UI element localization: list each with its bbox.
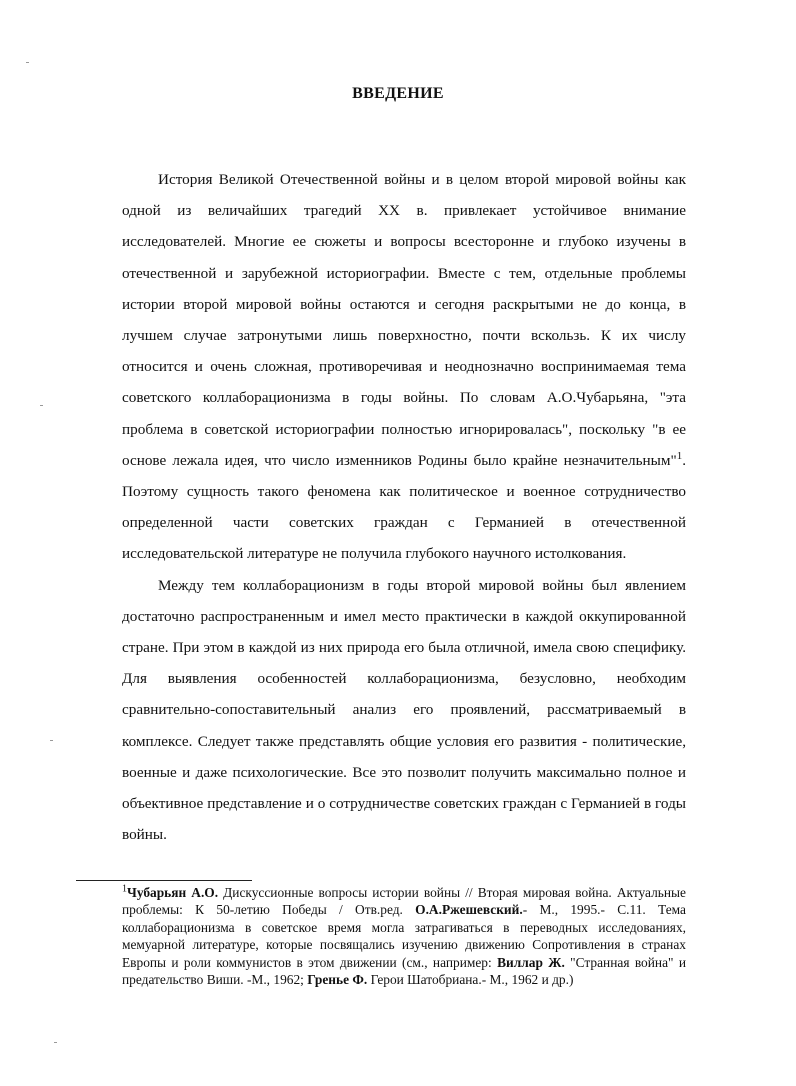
footnote-divider [76, 880, 252, 881]
paragraph-2: Между тем коллаборационизм в годы второй мировой войны был явлением достаточно распространенным и имел место практически в каждой оккупированной стране. При этом в каждой из них природа его была отличной, имела свою специфику. Для выявления особенностей коллаборационизма, безусловно, необходим сравнительно-сопоставительный анализ его проявлений, рассматриваемый в комплексе. Следует также представлять общие условия его развития - политические, военные и даже психологические. Все это позволит получить максимально полное и объективное представление и о сотрудничестве советских граждан с Германией в годы войны. [122, 576, 686, 844]
footnote [122, 884, 686, 988]
footnote-author-3: Гренье Ф. [307, 972, 368, 988]
footnote-author-2: Виллар Ж. [497, 954, 565, 970]
scan-speck [40, 405, 43, 406]
paragraph-1-text-a: История Великой Отечественной войны и в целом второй мировой войны как одной из величайших трагедий XX в. привлекает устойчивое внимание исследователей. Многие ее сюжеты и вопросы всесторонне и глубоко изучены в отечественной и зарубежной историографии. Вместе с тем, отдельные проблемы истории второй мировой войны остаются и сегодня раскрытыми не до конца, в лучшем случае затронутыми лишь поверхностно, почти вскользь. К их числу относится и очень сложная, противоречивая и неоднозначно воспринимаемая тема советского коллаборационизма в годы войны. По словам А.О.Чубарьяна, "эта проблема в советской историографии полностью игнорировалась", поскольку "в ее основе лежала идея, что число изменников Родины было крайне незначительным" [122, 171, 686, 469]
footnote-author-1: Чубарьян А.О. [127, 885, 219, 900]
scan-speck [26, 62, 29, 63]
body-text [122, 164, 686, 850]
footnote-text-2: - М., 1995.- С.11. Тема коллаборационизма в советское время могла затрагиваться в переводных исследованиях, мемуарной литературе, которые посвящались изучению движению Сопротивления в странах Европы и роли коммунистов в этом движении (см., например: [122, 902, 686, 970]
paragraph-1 [122, 164, 686, 570]
footnote-text-1: Дискуссионные вопросы истории войны // Вторая мировая война. Актуальные проблемы: К 50-летию Победы / Отв.ред. [122, 885, 686, 918]
scan-speck [54, 1042, 57, 1043]
scan-speck [50, 740, 53, 741]
footnote-editor: О.А.Ржешевский. [415, 902, 523, 918]
footnote-text-4: Герои Шатобриана.- М., 1962 и др.) [367, 972, 574, 988]
footnote-number: 1 [122, 883, 127, 895]
paragraph-1-text-b: . Поэтому сущность такого феномена как политическое и военное сотрудничество определенной части советских граждан с Германией в отечественной исследовательской литературе не получила глубокого научного истолкования. [122, 451, 686, 563]
footnote-text-3: "Странная война" и предательство Виши. -М., 1962; [122, 954, 686, 988]
page-title: ВВЕДЕНИЕ [352, 85, 444, 102]
footnote-reference-mark[interactable]: 1 [676, 449, 683, 462]
